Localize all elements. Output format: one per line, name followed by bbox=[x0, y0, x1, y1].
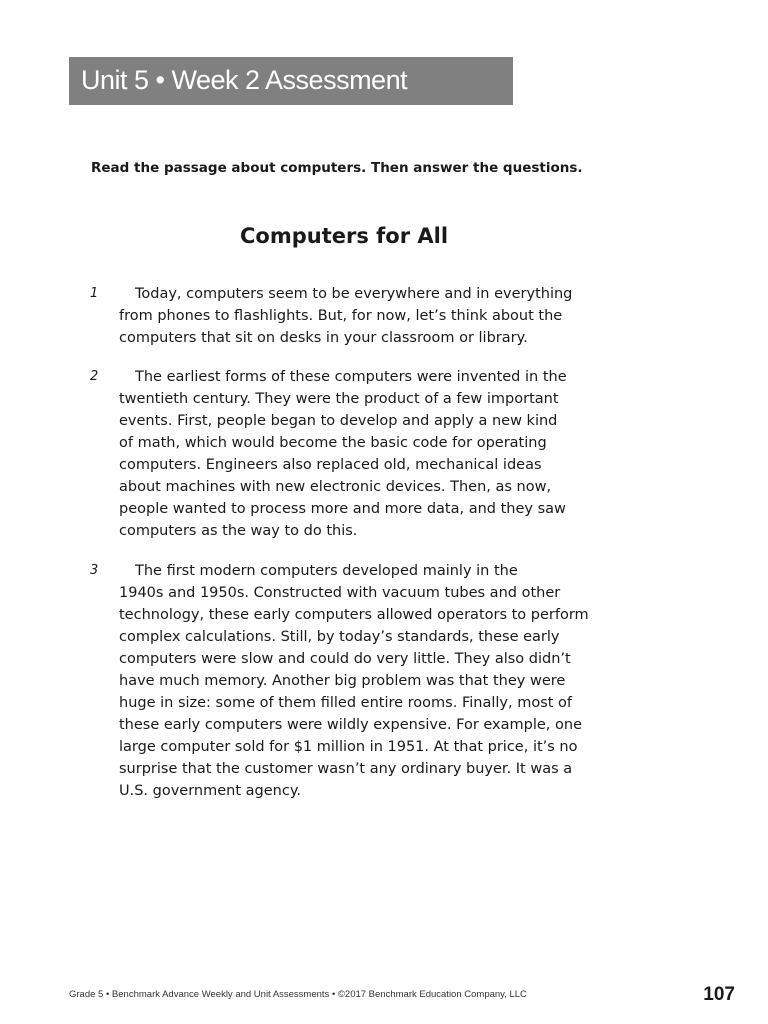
paragraph-line: computers. Engineers also replaced old, mechanical ideas bbox=[119, 457, 542, 473]
paragraph-body bbox=[119, 366, 614, 542]
paragraph-body bbox=[119, 560, 614, 802]
paragraph-line: The first modern computers developed mainly in the bbox=[135, 563, 518, 579]
footer-credit: Grade 5 • Benchmark Advance Weekly and Unit Assessments • ©2017 Benchmark Education Company, LLC bbox=[69, 989, 527, 1000]
paragraph-line: computers that sit on desks in your classroom or library. bbox=[119, 330, 528, 346]
paragraph-line: computers as the way to do this. bbox=[119, 523, 358, 539]
passage-title: Computers for All bbox=[239, 224, 449, 248]
instructions-text: Read the passage about computers. Then answer the questions. bbox=[91, 160, 583, 176]
paragraph-number: 1 bbox=[90, 286, 99, 301]
paragraph-line: of math, which would become the basic code for operating bbox=[119, 435, 547, 451]
paragraph-line: large computer sold for $1 million in 1951. At that price, it’s no bbox=[119, 739, 578, 755]
paragraph-number: 3 bbox=[90, 563, 99, 578]
paragraph-line: twentieth century. They were the product of a few important bbox=[119, 391, 559, 407]
paragraph-line: events. First, people began to develop and apply a new kind bbox=[119, 413, 558, 429]
paragraph-line: huge in size: some of them filled entire rooms. Finally, most of bbox=[119, 695, 573, 711]
paragraph-number: 2 bbox=[90, 369, 99, 384]
paragraph-line: have much memory. Another big problem was that they were bbox=[119, 673, 566, 689]
paragraph-line: people wanted to process more and more data, and they saw bbox=[119, 501, 566, 517]
paragraph-line: 1940s and 1950s. Constructed with vacuum tubes and other bbox=[119, 585, 561, 601]
paragraph-line: complex calculations. Still, by today’s standards, these early bbox=[119, 629, 560, 645]
page-number: 107 bbox=[703, 984, 735, 1005]
paragraph-body bbox=[119, 283, 614, 349]
paragraph-line: The earliest forms of these computers were invented in the bbox=[135, 369, 567, 385]
paragraph-line: technology, these early computers allowed operators to perform bbox=[119, 607, 589, 623]
paragraph-line: U.S. government agency. bbox=[119, 783, 301, 799]
paragraph-line: surprise that the customer wasn’t any ordinary buyer. It was a bbox=[119, 761, 573, 777]
paragraph-line: computers were slow and could do very little. They also didn’t bbox=[119, 651, 571, 667]
unit-week-banner bbox=[69, 57, 513, 105]
paragraph-line: about machines with new electronic devices. Then, as now, bbox=[119, 479, 552, 495]
paragraph-line: these early computers were wildly expensive. For example, one bbox=[119, 717, 582, 733]
paragraph-line: from phones to flashlights. But, for now, let’s think about the bbox=[119, 308, 563, 324]
paragraph-line: Today, computers seem to be everywhere and in everything bbox=[135, 286, 573, 302]
banner-title: Unit 5 • Week 2 Assessment bbox=[81, 65, 408, 95]
